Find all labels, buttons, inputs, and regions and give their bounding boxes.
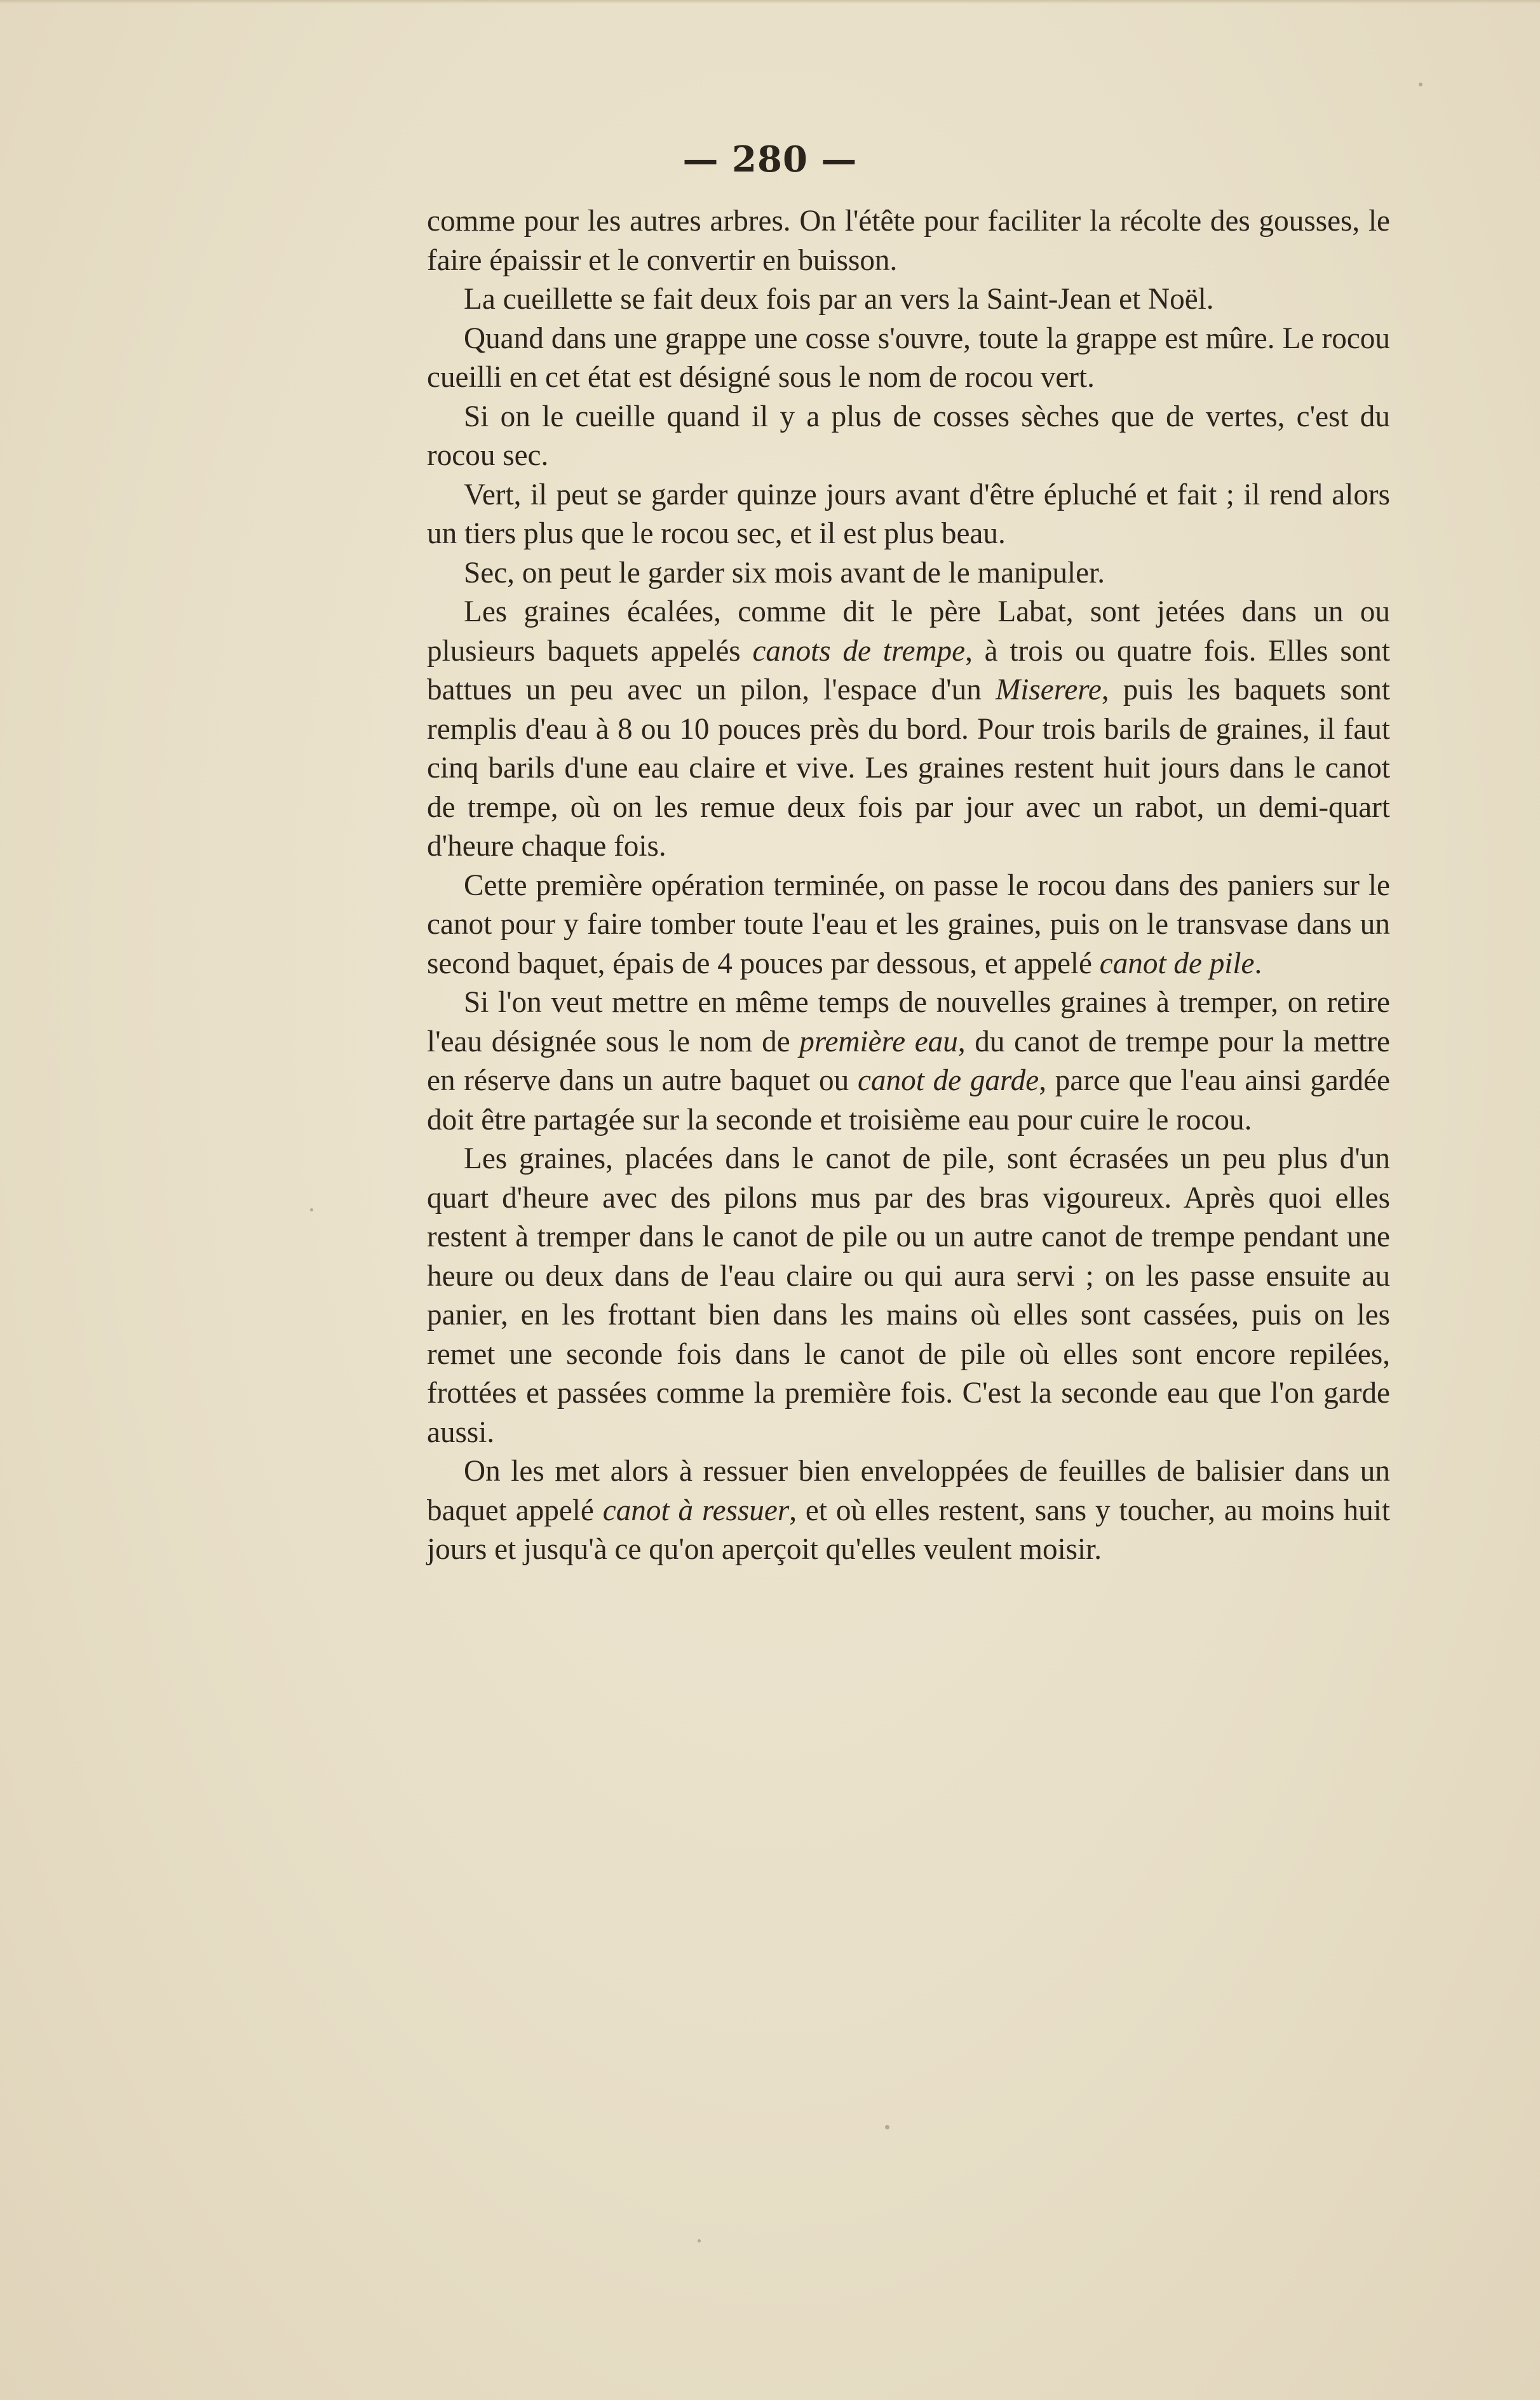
text-run: Les graines écalées, comme dit le père Labat, sont jetées dans un ou plusieurs baquets appelés <box>427 595 1390 668</box>
italic-term: canots de trempe <box>752 634 966 668</box>
page-number: — 280 — <box>682 138 858 180</box>
text-run: Cette première opération terminée, on passe le rocou dans des paniers sur le canot pour y faire tomber toute l'eau et les graines, puis on le transvase dans un second baquet, épais de 4 pouces par dessous, et appelé <box>427 868 1390 980</box>
paragraph: comme pour les autres arbres. On l'étête pour faciliter la récolte des gousses, le faire épaissir et le convertir en buisson. <box>427 205 1390 277</box>
text-run: , du canot de trempe pour la mettre en réserve dans un autre baquet ou <box>427 1025 1390 1097</box>
paragraph <box>427 866 1390 984</box>
paragraph <box>427 593 1390 866</box>
text-run: , et où elles restent, sans y toucher, au moins huit jours et jusqu'à ce qu'on aperçoit qu'elles veulent moisir. <box>427 1493 1390 1566</box>
page-top-edge <box>0 0 1540 4</box>
paragraph <box>427 983 1390 1140</box>
italic-term: canot de garde <box>857 1064 1039 1097</box>
paragraph: Si on le cueille quand il y a plus de cosses sèches que de vertes, c'est du rocou sec. <box>427 400 1390 472</box>
paragraph: Sec, on peut le garder six mois avant de le manipuler. <box>464 556 1105 590</box>
body-text <box>427 202 1390 1570</box>
paper-speck <box>1419 83 1422 86</box>
italic-term: canot à ressuer <box>602 1493 790 1527</box>
paragraph: Les graines, placées dans le canot de pile, sont écrasées un peu plus d'un quart d'heure avec des pilons mus par des bras vigoureux. Après quoi elles restent à tremper dans le canot de pile ou un autre canot de trempe pendant une heure ou deux dans de l'eau claire ou qui aura servi ; on les passe ensuite au panier, en les frottant bien dans les mains où elles sont cassées, puis on les remet une seconde fois dans le canot de pile où elles sont encore repilées, frottées et passées comme la première fois. C'est la seconde eau que l'on garde aussi. <box>427 1142 1390 1449</box>
italic-term: Miserere <box>995 673 1102 706</box>
italic-term: première eau <box>799 1025 958 1058</box>
paragraph: Vert, il peut se garder quinze jours avant d'être épluché et fait ; il rend alors un tiers plus que le rocou sec, et il est plus beau. <box>427 478 1390 550</box>
italic-term: canot de pile <box>1099 947 1255 980</box>
text-run: , parce que l'eau ainsi gardée doit être partagée sur la seconde et troisième eau pour cuire le rocou. <box>427 1064 1390 1136</box>
text-run: , puis les baquets sont remplis d'eau à 8 ou 10 pouces près du bord. Pour trois barils de graines, il faut cinq barils d'une eau claire et vive. Les graines restent huit jours dans le canot de trempe, où on les remue deux fois par jour avec un rabot, un demi-quart d'heure chaque fois. <box>427 673 1390 863</box>
paper-speck <box>885 2125 889 2129</box>
paragraph: La cueillette se fait deux fois par an vers la Saint-Jean et Noël. <box>464 283 1214 316</box>
paragraph: Quand dans une grappe une cosse s'ouvre, toute la grappe est mûre. Le rocou cueilli en cet état est désigné sous le nom de rocou vert. <box>427 321 1390 394</box>
text-run: On les met alors à ressuer bien enveloppées de feuilles de balisier dans un baquet appelé <box>427 1455 1390 1527</box>
paper-speck <box>698 2239 701 2242</box>
paragraph <box>427 1452 1390 1570</box>
paper-speck <box>310 1208 313 1211</box>
text-run: , à trois ou quatre fois. Elles sont battues un peu avec un pilon, l'espace d'un <box>427 634 1390 706</box>
text-run: . <box>1254 947 1262 980</box>
text-run: Si l'on veut mettre en même temps de nouvelles graines à tremper, on retire l'eau désignée sous le nom de <box>427 986 1390 1058</box>
